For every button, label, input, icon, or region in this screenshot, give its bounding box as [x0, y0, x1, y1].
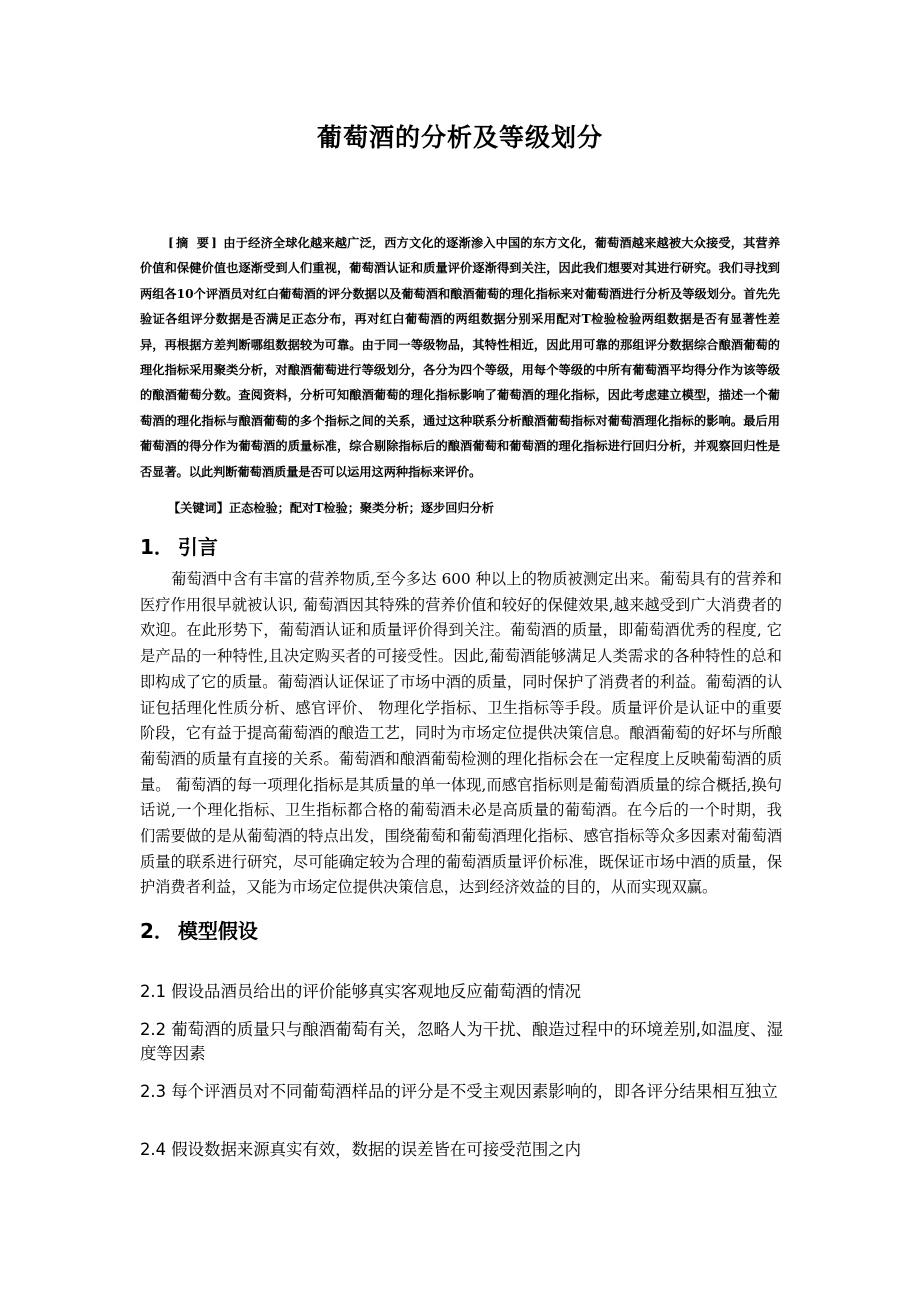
section-2-title: 模型假设 — [177, 919, 258, 943]
section-1-heading — [140, 533, 218, 561]
section-1-text: 葡萄酒中含有丰富的营养物质,至今多达 600 种以上的物质被测定出来。葡萄具有的营养和医疗作用很早就被认识, 葡萄酒因其特殊的营养价值和较好的保健效果,越来越受到广大消费者的欢迎。在此形势下，葡萄酒认证和质量评价得到关注。葡萄酒的质量，即葡萄酒优秀的程度, 它是产品的一种特性,且决定购买者的可接受性。因此,葡萄酒能够满足人类需求的各种特性的总和即构成了它的质量。葡萄酒认证保证了市场中酒的质量，同时保护了消费者的利益。葡萄酒的认证包括理化性质分析、感官评价、 物理化学指标、卫生指标等手段。质量评价是认证中的重要阶段，它有益于提高葡萄酒的酿造工艺，同时为市场定位提供决策信息。酿酒葡萄的好坏与所酿葡萄酒的质量有直接的关系。葡萄酒和酿酒葡萄检测的理化指标会在一定程度上反映葡萄酒的质量。 葡萄酒的每一项理化指标是其质量的单一体现,而感官指标则是葡萄酒质量的综合概括,换句话说,一个理化指标、卫生指标都合格的葡萄酒未必是高质量的葡萄酒。在今后的一个时期，我们需要做的是从葡萄酒的特点出发，围绕葡萄和葡萄酒理化指标、感官指标等众多因素对葡萄酒质量的联系进行研究，尽可能确定较为合理的葡萄酒质量评价标准，既保证市场中酒的质量，保护消费者利益，又能为市场定位提供决策信息，达到经济效益的目的，从而实现双赢。 — [140, 570, 782, 897]
section-1-number: 1． — [140, 535, 174, 559]
abstract — [140, 231, 780, 485]
assumption-item: 2.4 假设数据来源真实有效，数据的误差皆在可接受范围之内 — [140, 1140, 582, 1159]
section-1-title: 引言 — [177, 535, 218, 559]
section-2-number: 2． — [140, 919, 174, 943]
section-1-body — [140, 567, 782, 901]
paper-title: 葡萄酒的分析及等级划分 — [316, 123, 603, 152]
keywords-text: 正态检验；配对T检验；聚类分析；逐步回归分析 — [228, 501, 494, 515]
keywords-tag: 【关键词】 — [168, 501, 229, 515]
abstract-text: 由于经济全球化越来越广泛，西方文化的逐渐渗入中国的东方文化，葡萄酒越来越被大众接受，其营养价值和保健价值也逐渐受到人们重视，葡萄酒认证和质量评价逐渐得到关注，因此我们想要对其进行研究。我们寻找到两组各10个评酒员对红白葡萄酒的评分数据以及葡萄酒和酿酒葡萄的理化指标来对葡萄酒进行分析及等级划分。首先先验证各组评分数据是否满足正态分布，再对红白葡萄酒的两组数据分别采用配对T检验检验两组数据是否有显著性差异，再根据方差判断哪组数据较为可靠。由于同一等级物品，其特性相近，因此用可靠的那组评分数据综合酿酒葡萄的理化指标采用聚类分析，对酿酒葡萄进行等级划分，各分为四个等级，用每个等级的中所有葡萄酒平均得分作为该等级的酿酒葡萄分数。查阅资料，分析可知酿酒葡萄的理化指标影响了葡萄酒的理化指标，因此考虑建立模型，描述一个葡萄酒的理化指标与酿酒葡萄的多个指标之间的关系，通过这种联系分析酿酒葡萄指标对葡萄酒理化指标的影响。最后用葡萄酒的得分作为葡萄酒的质量标准，综合剔除指标后的酿酒葡萄和葡萄酒的理化指标进行回归分析，并观察回归性是否显著。以此判断葡萄酒质量是否可以运用这两种指标来评价。 — [140, 236, 781, 479]
assumption-item: 2.3 每个评酒员对不同葡萄酒样品的评分是不受主观因素影响的，即各评分结果相互独立 — [140, 1082, 778, 1101]
assumption-item: 2.2 葡萄酒的质量只与酿酒葡萄有关，忽略人为干扰、酿造过程中的环境差别,如温度、湿度等因素 — [140, 1020, 783, 1063]
abstract-tag: [摘 要] — [168, 236, 219, 250]
section-2-heading — [140, 917, 258, 945]
assumption-item: 2.1 假设品酒员给出的评价能够真实客观地反应葡萄酒的情况 — [140, 982, 582, 1001]
keywords — [168, 496, 788, 521]
